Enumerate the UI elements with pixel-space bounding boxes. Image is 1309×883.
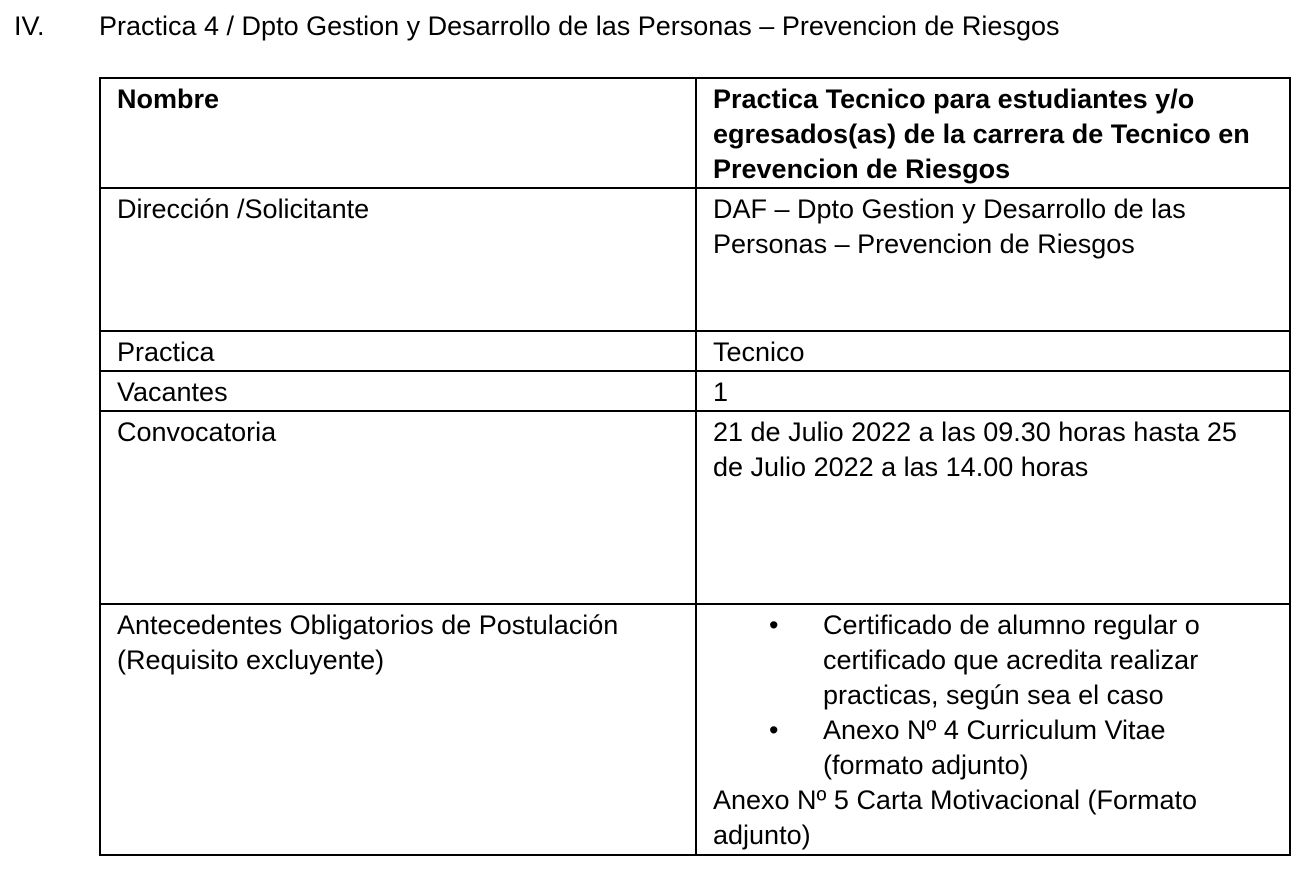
table-row — [100, 188, 1290, 331]
table-row — [100, 78, 1290, 188]
table-row — [100, 604, 1290, 855]
row-label-convocatoria: Convocatoria — [100, 411, 696, 604]
row-value-convocatoria: 21 de Julio 2022 a las 09.30 horas hasta 25 de Julio 2022 a las 14.00 horas — [696, 411, 1290, 604]
row-value-nombre: Practica Tecnico para estudiantes y/o egresados(as) de la carrera de Tecnico en Prevencion de Riesgos — [696, 78, 1290, 188]
bullet-icon: • — [769, 610, 779, 640]
section-number: IV. — [14, 11, 45, 41]
row-value-antecedentes — [696, 604, 1290, 855]
section-title: Practica 4 / Dpto Gestion y Desarrollo de las Personas – Prevencion de Riesgos — [99, 11, 1060, 41]
row-value-direccion: DAF – Dpto Gestion y Desarrollo de las Personas – Prevencion de Riesgos — [696, 188, 1290, 331]
table-row — [100, 411, 1290, 604]
table-row — [100, 331, 1290, 371]
row-label-vacantes: Vacantes — [100, 371, 696, 411]
table-row — [100, 371, 1290, 411]
requirement-text: Certificado de alumno regular o certificado que acredita realizar practicas, según sea el caso — [823, 610, 1200, 710]
practice-info-table — [99, 77, 1291, 856]
requirements-list — [713, 608, 1273, 783]
bullet-icon: • — [769, 715, 779, 745]
row-value-practica: Tecnico — [696, 331, 1290, 371]
row-value-vacantes: 1 — [696, 371, 1290, 411]
row-label-practica: Practica — [100, 331, 696, 371]
section-heading — [0, 6, 1309, 46]
requirement-extra: Anexo Nº 5 Carta Motivacional (Formato adjunto) — [713, 785, 1198, 850]
list-item — [713, 608, 1273, 713]
requirement-text: Anexo Nº 4 Curriculum Vitae (formato adjunto) — [823, 715, 1166, 780]
list-item — [713, 713, 1273, 783]
row-label-antecedentes: Antecedentes Obligatorios de Postulación (Requisito excluyente) — [100, 604, 696, 855]
row-label-direccion: Dirección /Solicitante — [100, 188, 696, 331]
row-label-nombre: Nombre — [100, 78, 696, 188]
